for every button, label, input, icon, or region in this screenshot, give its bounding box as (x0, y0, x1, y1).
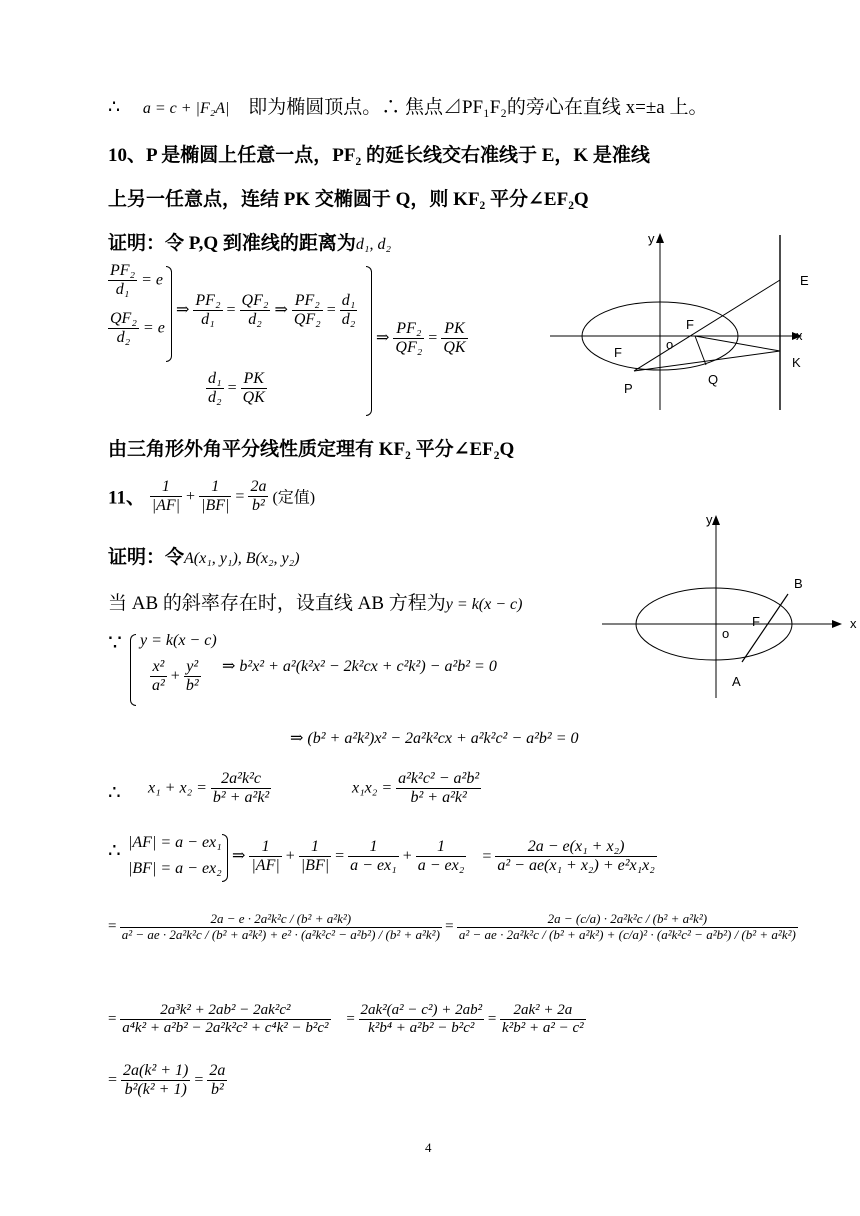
y-axis-arrow-icon (656, 233, 664, 243)
substitution-equation: ⇒ b²x² + a²(k²x² − 2k²cx + c²k²) − a²b² = 0 (222, 658, 497, 675)
label-y: y (648, 231, 655, 246)
problem-10-proof-intro (108, 228, 391, 255)
line-PK (634, 351, 780, 371)
line-PE (634, 280, 780, 371)
label-F1: F (614, 345, 622, 360)
problem-10-statement-1: 10、P 是椭圆上任意一点，PF₂ 的延长线交右准线于 E，K 是准线 (108, 145, 650, 166)
vertex-equation: a = c + |F₂A| (142, 100, 230, 117)
label-origin: o (666, 337, 674, 352)
excenter-statement: 即为椭圆顶点。∴ 焦点⊿PF₁F₂的旁心在直线 x=±a 上。 (248, 97, 708, 118)
brace-4 (222, 834, 228, 882)
focal-chord-AB (742, 594, 788, 662)
x-axis-arrow-2-icon (832, 620, 842, 628)
slope-text: 当 AB 的斜率存在时，设直线 AB 方程为 (108, 593, 446, 614)
label-P: P (624, 381, 633, 396)
page-number: 4 (425, 1140, 432, 1155)
system-2-ellipse: $\frac{\text{x²}}{\text{a²}}$ + $\frac{\text{y²}}{\text{b²}}$ (152, 658, 199, 695)
proof-label-11: 证明：令 (108, 547, 185, 568)
label-origin-2: o (722, 626, 730, 641)
brace-1 (166, 266, 172, 362)
brace-2 (366, 266, 372, 416)
because-symbol: ∵ (108, 630, 122, 655)
system-1-left: $\frac{\text{PF₂}}{\text{d₁}}$ = e $\frac{\text{QF₂}}{\text{d₂}}$ = e (110, 262, 165, 347)
problem-10-conclusion: 由三角形外角平分线性质定理有 KF₂ 平分∠EF₂Q (108, 439, 515, 460)
system-1-result: ⇒ $\frac{\text{PF₂}}{\text{QF₂}}$ = $\frac{PK}{QK}$ (376, 320, 466, 357)
simplification-final: = $\frac{\text{2a(k² + 1)}}{\text{b²(k² + 1)}}$ = $\frac{2a}{\text{b²}}$ (108, 1062, 226, 1099)
simplification-step-1: = 2a − e · 2a²k²c / (b² + a²k²) a² − ae · 2a²k²c / (b² + a²k²) + e² · (a²k²c² − a²b²) / (b² + a²k²) = 2a − (c/a) · 2a²k²c / (b² + a²k²) a² − ae · 2a²k²c / (b² + a²k²) + (c/a)² · (a²k²c² − a²b²) / (b² + a²k²) (108, 911, 796, 942)
problem-11-label: 11、 (108, 487, 145, 509)
line-F2Q (695, 336, 706, 365)
label-K: K (792, 355, 801, 370)
label-E: E (800, 273, 809, 288)
line-equation: y = k(x − c) (445, 596, 523, 613)
label-x-2: x (850, 616, 857, 631)
problem-10-statement-2: 上另一任意点，连结 PK 交椭圆于 Q，则 KF₂ 平分∠EF₂Q (108, 189, 589, 210)
quadratic-equation: ⇒ (b² + a²k²)x² − 2a²k²cx + a²k²c² − a²b² = 0 (290, 730, 579, 747)
label-A: A (732, 674, 741, 689)
system-1-ratio: $\frac{\text{d₁}}{\text{d₂}}$ = $\frac{PK}{QK}$ (208, 370, 265, 407)
problem-11-statement: 11、 $\frac{1}{|AF|}$ + $\frac{1}{|BF|}$ = $\frac{2a}{\text{b²}}$ (定值) (108, 478, 316, 515)
vieta-product: x₁x₂ = $\frac{\text{a²k²c² − a²b²}}{\text{b² + a²k²}}$ (352, 770, 480, 807)
therefore-symbol-3: ∴ (108, 840, 121, 862)
simplification-step-2: = $\frac{\text{2a³k² + 2ab² − 2ak²c²}}{\text{a⁴k² + a²b² − 2a²k²c² + c⁴k² − b²c²}}$ = $\frac{\text{2ak²(a² − c²) + 2ab²}}{\text{k²b⁴ + a²b² − b²c²}}$ = $\frac{\text{2ak² + 2a}}{\text{k²b² + a² − c²}}$ (108, 1002, 584, 1037)
proof-label: 证明：令 P,Q 到准线的距离为 (108, 233, 356, 254)
system-1-implication: ⇒ $\frac{\text{PF₂}}{\text{d₁}}$ = $\frac{\text{QF₂}}{\text{d₂}}$ ⇒ $\frac{\text{PF₂}}{\text{QF₂}}$ = $\frac{\text{d₁}}{\text{d₂}}$ (176, 292, 356, 329)
label-F2: F (686, 317, 694, 332)
system-2-line: y = k(x − c) (140, 632, 217, 649)
therefore-symbol-2: ∴ (108, 782, 121, 804)
brace-3 (130, 634, 136, 706)
reciprocal-sum: ⇒ $\frac{1}{|AF|}$ + $\frac{1}{|BF|}$ = $\frac{1}{\text{a − ex₁}}$ + $\frac{1}{\text{a − ex₂}}$ = $\frac{\text{2a − e(x₁ + x₂)}}{\text{a² − ae(x₁ + x₂) + e²x₁x₂}}$ (232, 838, 655, 875)
problem-11-proof-intro (108, 542, 300, 569)
distance-vars: d₁, d₂ (355, 236, 392, 253)
y-axis-arrow-2-icon (712, 515, 720, 525)
therefore-symbol: ∴ (108, 97, 121, 118)
therefore-line (108, 92, 707, 119)
constant-note: (定值) (272, 489, 316, 507)
focal-radii: |AF| = a − ex₁ |BF| = a − ex₂ (128, 834, 222, 877)
label-Q: Q (708, 372, 719, 387)
diagram-ellipse-directrix (540, 225, 860, 415)
label-x: x (796, 328, 803, 343)
label-B: B (794, 576, 803, 591)
label-F: F (752, 614, 760, 629)
label-y-2: y (706, 512, 713, 527)
vieta-sum: x₁ + x₂ = $\frac{\text{2a²k²c}}{\text{b² + a²k²}}$ (148, 770, 270, 807)
point-coordinates: A(x₁, y₁), B(x₂, y₂) (184, 550, 300, 567)
problem-11-slope (108, 588, 522, 615)
diagram-focal-chord (596, 508, 860, 708)
